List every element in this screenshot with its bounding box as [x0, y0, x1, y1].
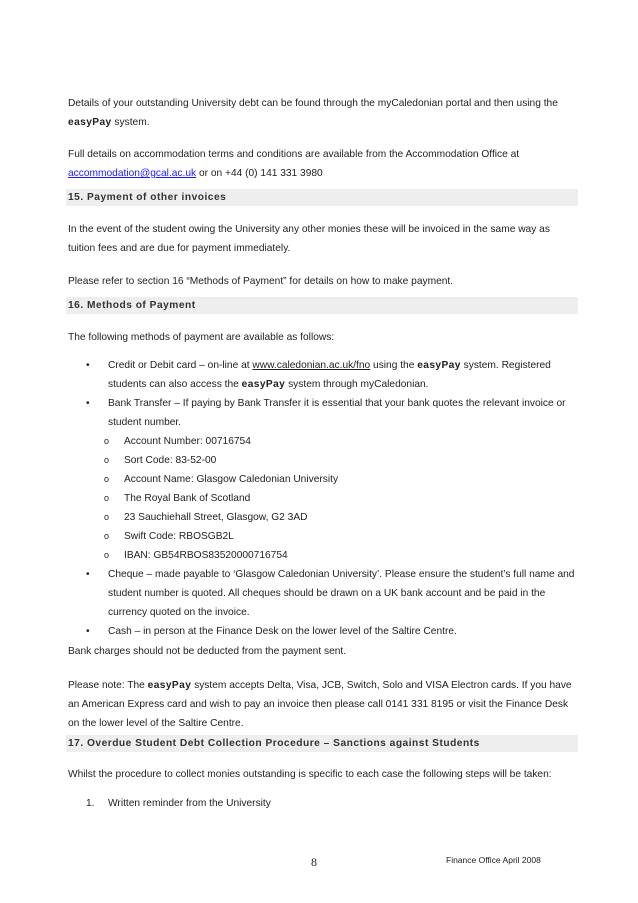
circle-bullet-icon: o	[104, 550, 110, 560]
accommodation-email-link[interactable]: accommodation@gcal.ac.uk	[68, 168, 197, 179]
bullet-icon: •	[86, 360, 90, 371]
bank-line-2: student number.	[108, 417, 182, 428]
step-number: 1.	[86, 798, 95, 809]
easypay-brand: easyPay	[68, 117, 112, 128]
bank-detail-item	[86, 432, 586, 451]
list-item-card	[86, 356, 586, 394]
note-line2: an American Express card and wish to pay an invoice then please call 0141 331 8195 or visit the Finance Desk	[68, 699, 569, 710]
bank-detail-item	[86, 508, 586, 527]
bank-name: The Royal Bank of Scotland	[124, 493, 251, 504]
cheque-line-1: Cheque – made payable to ‘Glasgow Caledonian University’. Please ensure the student’s full name and	[108, 569, 575, 580]
bank-details-list	[86, 432, 586, 565]
debt-paragraph	[68, 94, 588, 132]
circle-bullet-icon: o	[104, 436, 110, 446]
step-text: Written reminder from the University	[108, 798, 271, 809]
collection-steps-list	[86, 794, 586, 813]
sort-code: Sort Code: 83-52-00	[124, 455, 217, 466]
bank-detail-item	[86, 451, 586, 470]
section-15-para1-line1: In the event of the student owing the University any other monies these will be invoiced in the same way as	[68, 224, 550, 235]
list-item-cheque	[86, 565, 586, 622]
bullet-icon: •	[86, 626, 90, 637]
cheque-line-3: currency quoted on the invoice.	[108, 607, 250, 618]
easypay-brand: easyPay	[241, 379, 286, 390]
note-line1-suffix: system accepts Delta, Visa, JCB, Switch, Solo and VISA Electron cards. If you have	[191, 680, 572, 691]
easypay-brand: easyPay	[417, 360, 461, 371]
list-item-cash	[86, 622, 586, 641]
circle-bullet-icon: o	[104, 474, 110, 484]
section-15-paragraph-2: Please refer to section 16 “Methods of Payment” for details on how to make payment.	[68, 276, 454, 287]
cash-text: Cash – in person at the Finance Desk on the lower level of the Saltire Centre.	[108, 626, 457, 637]
circle-bullet-icon: o	[104, 455, 110, 465]
circle-bullet-icon: o	[104, 493, 110, 503]
bullet-icon: •	[86, 569, 90, 580]
card-prefix: Credit or Debit card – on-line at	[108, 360, 253, 371]
card-line2-prefix: students can also access the	[108, 379, 242, 390]
footer-note: Finance Office April 2008	[446, 855, 541, 865]
debt-line-2: system.	[111, 117, 150, 128]
cheque-line-2: student number is quoted. All cheques should be drawn on a UK bank account and be paid in the	[108, 588, 546, 599]
list-item-bank-transfer	[86, 394, 586, 565]
bank-detail-item	[86, 489, 586, 508]
card-suffix: system. Registered	[460, 360, 551, 371]
bullet-icon: •	[86, 398, 90, 409]
section-16-intro: The following methods of payment are available as follows:	[68, 332, 335, 343]
circle-bullet-icon: o	[104, 512, 110, 522]
accommodation-line-1: Full details on accommodation terms and conditions are available from the Accommodation Office at	[68, 149, 520, 160]
card-line2-suffix: system through myCaledonian.	[285, 379, 429, 390]
accommodation-paragraph	[68, 145, 588, 183]
section-17-intro: Whilst the procedure to collect monies outstanding is specific to each case the following steps will be taken:	[68, 769, 552, 780]
section-16-heading: 16. Methods of Payment	[66, 297, 578, 314]
card-mid: using the	[370, 360, 418, 371]
section-17-heading: 17. Overdue Student Debt Collection Procedure – Sanctions against Students	[66, 735, 578, 752]
swift-code: Swift Code: RBOSGB2L	[124, 531, 234, 542]
note-line3: on the lower level of the Saltire Centre.	[68, 718, 244, 729]
note-prefix: Please note: The	[68, 680, 148, 691]
page-number: 8	[311, 855, 317, 869]
bank-charges-paragraph: Bank charges should not be deducted from the payment sent.	[68, 646, 347, 657]
bank-detail-item	[86, 470, 586, 489]
section-15-para1-line2: tuition fees and are due for payment immediately.	[68, 243, 291, 254]
section-15-paragraph-1	[68, 220, 588, 258]
iban: IBAN: GB54RBOS83520000716754	[124, 550, 288, 561]
bank-line-1: Bank Transfer – If paying by Bank Transfer it is essential that your bank quotes the relevant invoice or	[108, 398, 566, 409]
easypay-brand: easyPay	[147, 680, 192, 691]
bank-address: 23 Sauchiehall Street, Glasgow, G2 3AD	[124, 512, 308, 523]
circle-bullet-icon: o	[104, 531, 110, 541]
fno-url-link[interactable]: www.caledonian.ac.uk/fno	[252, 360, 371, 371]
account-number: Account Number: 00716754	[124, 436, 251, 447]
bank-detail-item	[86, 527, 586, 546]
section-15-heading: 15. Payment of other invoices	[66, 189, 578, 206]
account-name: Account Name: Glasgow Caledonian University	[124, 474, 339, 485]
debt-line-1: Details of your outstanding University debt can be found through the myCaledonian portal and then using the	[68, 98, 558, 109]
accommodation-phone: or on +44 (0) 141 331 3980	[196, 168, 323, 179]
bank-detail-item	[86, 546, 586, 565]
payment-methods-list	[86, 356, 586, 641]
list-item	[86, 794, 586, 813]
payment-note-paragraph	[68, 676, 588, 733]
